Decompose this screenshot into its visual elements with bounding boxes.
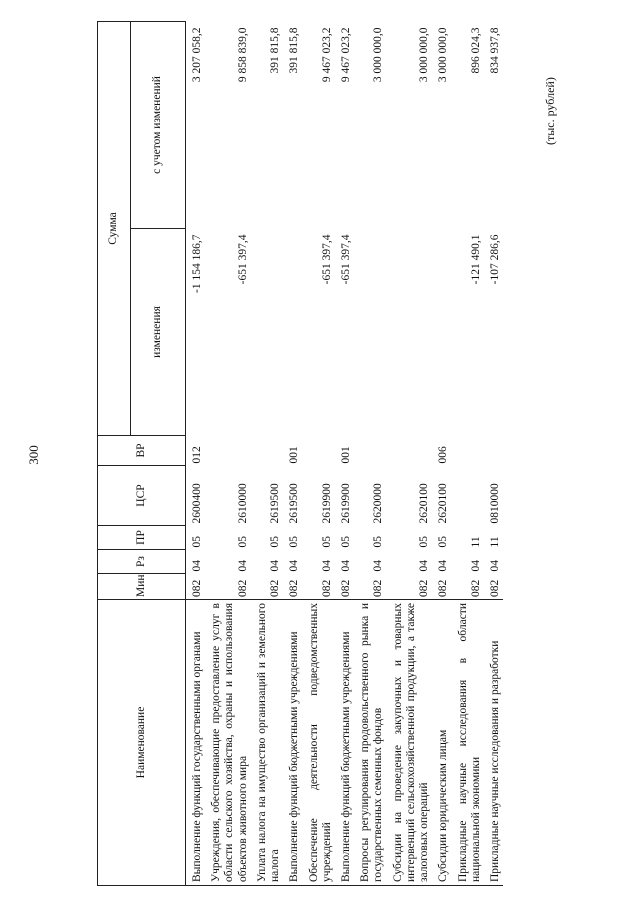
row-pr: 05	[236, 536, 249, 548]
row-rz: 04	[191, 560, 203, 572]
table-row	[354, 21, 386, 885]
row-csr: 2619900	[320, 483, 333, 524]
header-vr: ВР	[98, 436, 186, 466]
row-change: -651 397,4	[320, 234, 333, 285]
row-pr: 05	[437, 536, 450, 548]
row-pr: 11	[488, 536, 501, 548]
row-pr: 05	[191, 536, 203, 548]
row-name: Субсидии на проведение закупочных и товарных интервенций сельскохозяйственной продукции, а также залоговых операций	[387, 600, 433, 886]
table-row	[432, 21, 451, 885]
row-name: Учреждения, обеспечивающие предоставление услуг в области сельского хозяйства, охраны и использования объектов животного мира	[205, 600, 251, 886]
row-pr: 05	[320, 536, 333, 548]
row-min: 082	[269, 579, 282, 597]
row-total: 3 000 000,0	[437, 27, 450, 83]
row-pr: 11	[469, 536, 482, 548]
row-pr: 05	[372, 536, 385, 548]
row-name: Выполнение функций бюджетными учреждениями	[283, 600, 302, 886]
row-rz: 04	[372, 560, 385, 572]
row-vr	[205, 436, 251, 466]
row-change	[251, 229, 283, 436]
row-vr: 001	[339, 446, 352, 464]
table-row	[283, 21, 302, 885]
row-total: 9 467 023,2	[320, 27, 333, 83]
row-total: 391 815,8	[288, 27, 301, 74]
row-change: -107 286,6	[488, 234, 501, 285]
row-min: 082	[418, 579, 431, 597]
row-rz: 04	[236, 560, 249, 572]
table-row	[303, 21, 335, 885]
row-rz: 04	[269, 560, 282, 572]
row-csr: 2619500	[288, 483, 301, 524]
row-name: Прикладные научные исследования и разработки	[484, 600, 503, 886]
row-change	[387, 229, 433, 436]
row-total: 3 000 000,0	[418, 27, 431, 83]
row-min: 082	[320, 579, 333, 597]
row-vr: 006	[437, 446, 450, 464]
row-name: Субсидии юридическим лицам	[432, 600, 451, 886]
row-vr: 001	[288, 446, 301, 464]
row-min: 082	[339, 579, 352, 597]
row-csr: 2620100	[437, 483, 450, 524]
row-change: -1 154 186,7	[191, 234, 203, 293]
header-with-changes: с учетом изменений	[131, 21, 186, 228]
row-vr	[452, 436, 484, 466]
row-min: 082	[288, 579, 301, 597]
row-change: -121 490,1	[469, 234, 482, 285]
page-number: 300	[26, 445, 41, 465]
row-total: 391 815,8	[269, 27, 282, 74]
table-body	[186, 21, 504, 885]
row-vr	[354, 436, 386, 466]
row-csr: 2620000	[372, 483, 385, 524]
row-csr: 2619500	[269, 483, 282, 524]
row-name: Выполнение функций государственными органами	[186, 600, 206, 886]
header-csr: ЦСР	[98, 466, 186, 526]
row-total: 896 024,3	[469, 27, 482, 74]
row-vr: 012	[191, 446, 203, 464]
row-csr: 2619900	[339, 483, 352, 524]
row-pr: 05	[418, 536, 431, 548]
row-min: 082	[191, 579, 203, 597]
row-rz: 04	[437, 560, 450, 572]
row-csr	[452, 466, 484, 526]
row-rz: 04	[418, 560, 431, 572]
units-note: (тыс. рублей)	[543, 77, 557, 145]
row-min: 082	[236, 579, 249, 597]
row-rz: 04	[469, 560, 482, 572]
table-row	[484, 21, 503, 885]
header-rz: Рз	[98, 550, 186, 574]
row-rz: 04	[339, 560, 352, 572]
row-total: 9 467 023,2	[339, 27, 352, 83]
table-row	[335, 21, 354, 885]
row-total: 3 000 000,0	[372, 27, 385, 83]
row-csr: 2610000	[236, 483, 249, 524]
row-rz: 04	[288, 560, 301, 572]
row-change	[283, 229, 302, 436]
row-csr: 2620100	[418, 483, 431, 524]
row-change	[354, 229, 386, 436]
row-min: 082	[488, 579, 501, 597]
row-total: 9 858 839,0	[236, 27, 249, 83]
header-pr: ПР	[98, 526, 186, 550]
table-row	[186, 21, 206, 885]
row-total: 3 207 058,2	[191, 27, 203, 83]
row-vr	[387, 436, 433, 466]
row-change: -651 397,4	[236, 234, 249, 285]
header-name: Наименование	[98, 600, 186, 886]
row-min: 082	[372, 579, 385, 597]
row-total: 834 937,8	[488, 27, 501, 74]
header-sum: Сумма	[98, 21, 131, 435]
row-vr	[303, 436, 335, 466]
row-vr	[251, 436, 283, 466]
row-rz: 04	[320, 560, 333, 572]
row-name: Выполнение функций бюджетными учреждениями	[335, 600, 354, 886]
table-row	[387, 21, 433, 885]
row-rz: 04	[488, 560, 501, 572]
row-name: Вопросы регулирования продовольственного рынка и государственных семенных фондов	[354, 600, 386, 886]
row-csr: 0810000	[488, 483, 501, 524]
row-change	[432, 229, 451, 436]
header-changes: изменения	[131, 229, 186, 436]
budget-table	[97, 21, 503, 886]
row-min: 082	[469, 579, 482, 597]
table-row	[205, 21, 251, 885]
row-vr	[484, 436, 503, 466]
row-name: Обеспечение деятельности подведомственных учреждений	[303, 600, 335, 886]
row-name: Уплата налога на имущество организаций и земельного налога	[251, 600, 283, 886]
row-name: Прикладные научные исследования в области национальной экономики	[452, 600, 484, 886]
row-pr: 05	[269, 536, 282, 548]
row-csr: 2600400	[191, 483, 203, 524]
row-pr: 05	[339, 536, 352, 548]
table-header	[98, 21, 186, 885]
row-change: -651 397,4	[339, 234, 352, 285]
header-min: Мин	[98, 574, 186, 600]
table-row	[452, 21, 484, 885]
table-row	[251, 21, 283, 885]
row-pr: 05	[288, 536, 301, 548]
row-min: 082	[437, 579, 450, 597]
